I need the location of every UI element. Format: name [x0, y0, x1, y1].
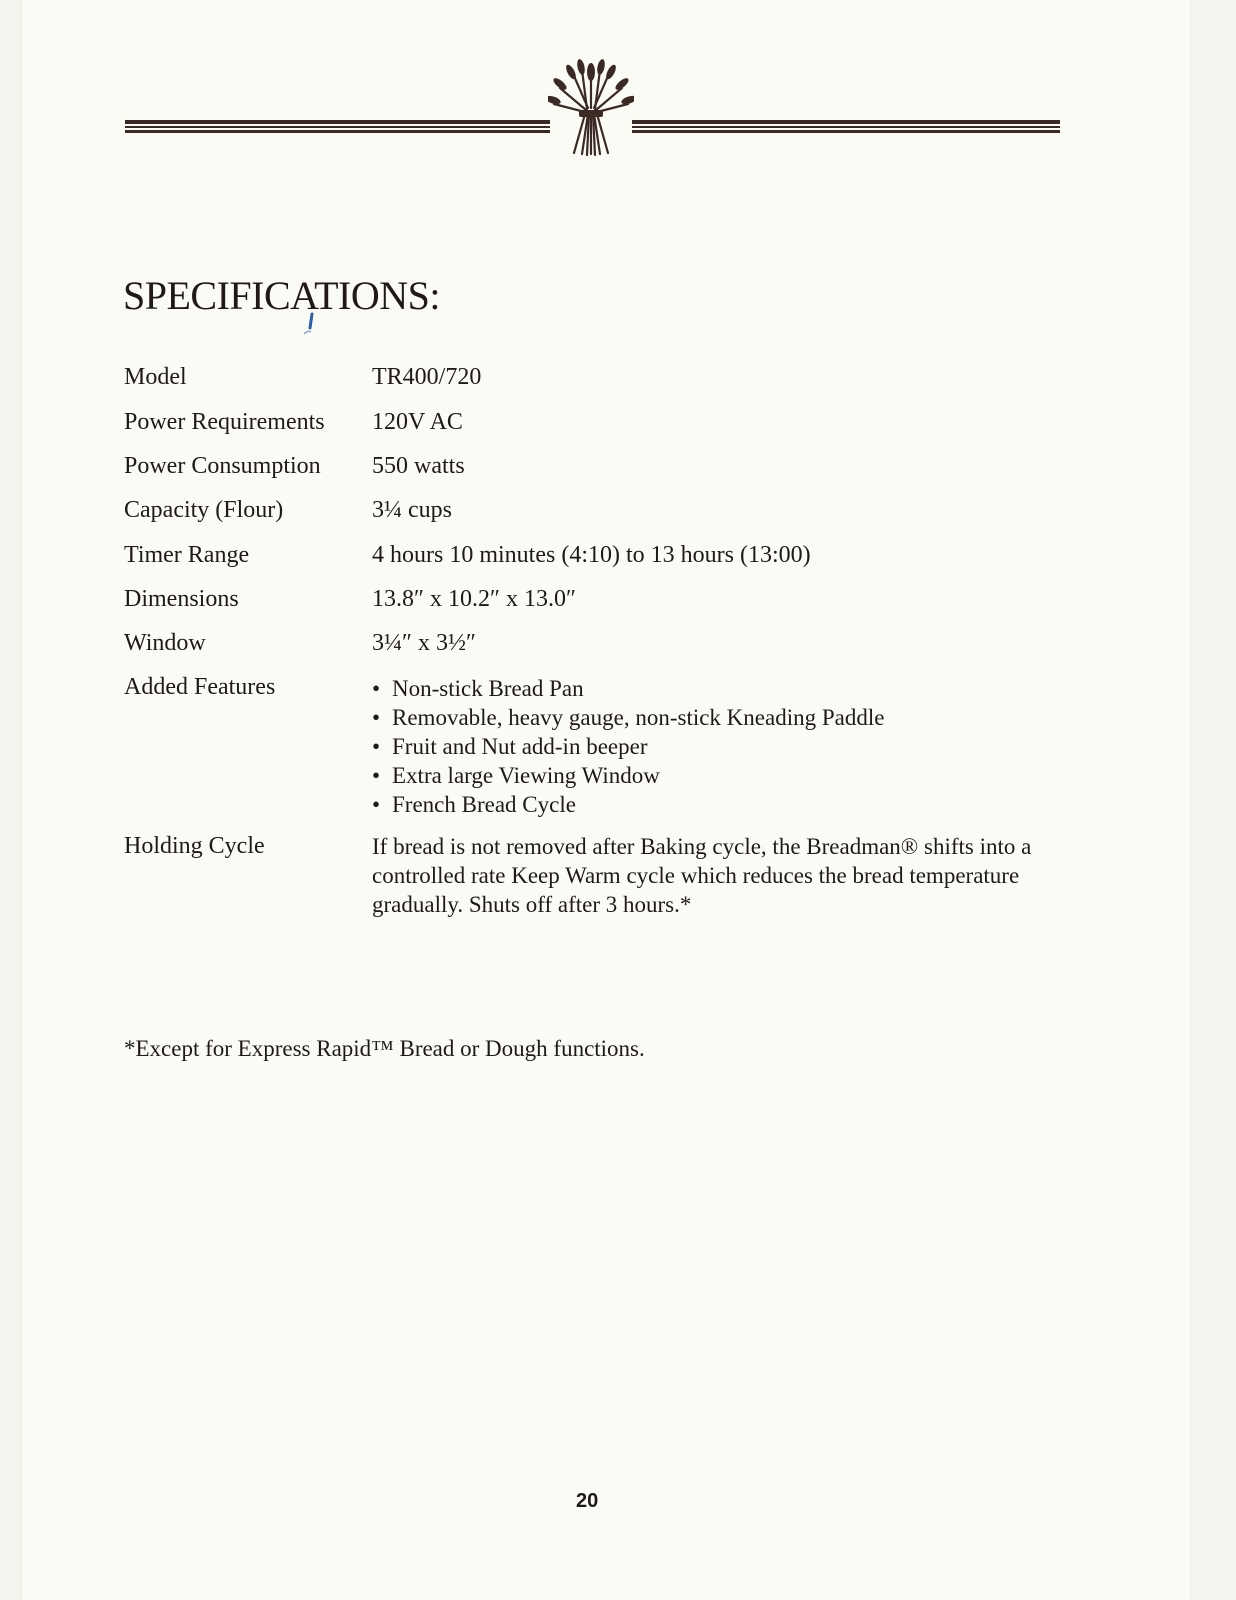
feature-item	[372, 761, 884, 790]
bullet-icon: •	[372, 792, 381, 817]
spec-value-timer-range: 4 hours 10 minutes (4:10) to 13 hours (13:00)	[372, 542, 811, 568]
feature-text: Fruit and Nut add-in beeper	[392, 734, 648, 759]
page-number: 20	[576, 1490, 599, 1512]
spec-label-added-features: Added Features	[124, 674, 276, 700]
spec-value-capacity: 3¼ cups	[372, 497, 452, 523]
spec-label-model: Model	[124, 364, 187, 390]
bullet-icon: •	[372, 705, 381, 730]
spec-label-window: Window	[124, 630, 206, 656]
feature-item	[372, 732, 884, 761]
feature-text: Extra large Viewing Window	[392, 763, 660, 788]
page-title: SPECIFICATIONS:	[123, 273, 441, 318]
spec-label-power-consumption: Power Consumption	[124, 453, 321, 479]
ink-mark	[298, 310, 320, 350]
bullet-icon: •	[372, 763, 381, 788]
feature-item	[372, 790, 884, 819]
spec-label-power-requirements: Power Requirements	[124, 409, 325, 435]
spec-value-power-requirements: 120V AC	[372, 409, 463, 435]
spec-label-timer-range: Timer Range	[124, 542, 250, 568]
spec-value-model: TR400/720	[372, 364, 482, 390]
feature-text: Non-stick Bread Pan	[392, 676, 584, 701]
spec-value-dimensions: 13.8″ x 10.2″ x 13.0″	[372, 586, 576, 612]
bullet-icon: •	[372, 676, 381, 701]
added-features-list	[372, 674, 884, 819]
feature-item	[372, 674, 884, 703]
feature-text: Removable, heavy gauge, non-stick Kneading Paddle	[392, 705, 885, 730]
spec-value-power-consumption: 550 watts	[372, 453, 465, 479]
wheat-sheaf-icon	[548, 58, 634, 158]
holding-cycle-description: If bread is not removed after Baking cycle, the Breadman® shifts into a controlled rate Keep Warm cycle which reduces the bread temperature gradually. Shuts off after 3 hours.*	[372, 834, 1032, 917]
footnote: *Except for Express Rapid™ Bread or Dough functions.	[124, 1036, 645, 1061]
feature-item	[372, 703, 884, 732]
feature-text: French Bread Cycle	[392, 792, 576, 817]
bullet-icon: •	[372, 734, 381, 759]
spec-label-holding-cycle: Holding Cycle	[124, 833, 265, 859]
spec-label-dimensions: Dimensions	[124, 586, 239, 612]
spec-value-window: 3¼″ x 3½″	[372, 630, 476, 656]
spec-label-capacity: Capacity (Flour)	[124, 497, 284, 523]
